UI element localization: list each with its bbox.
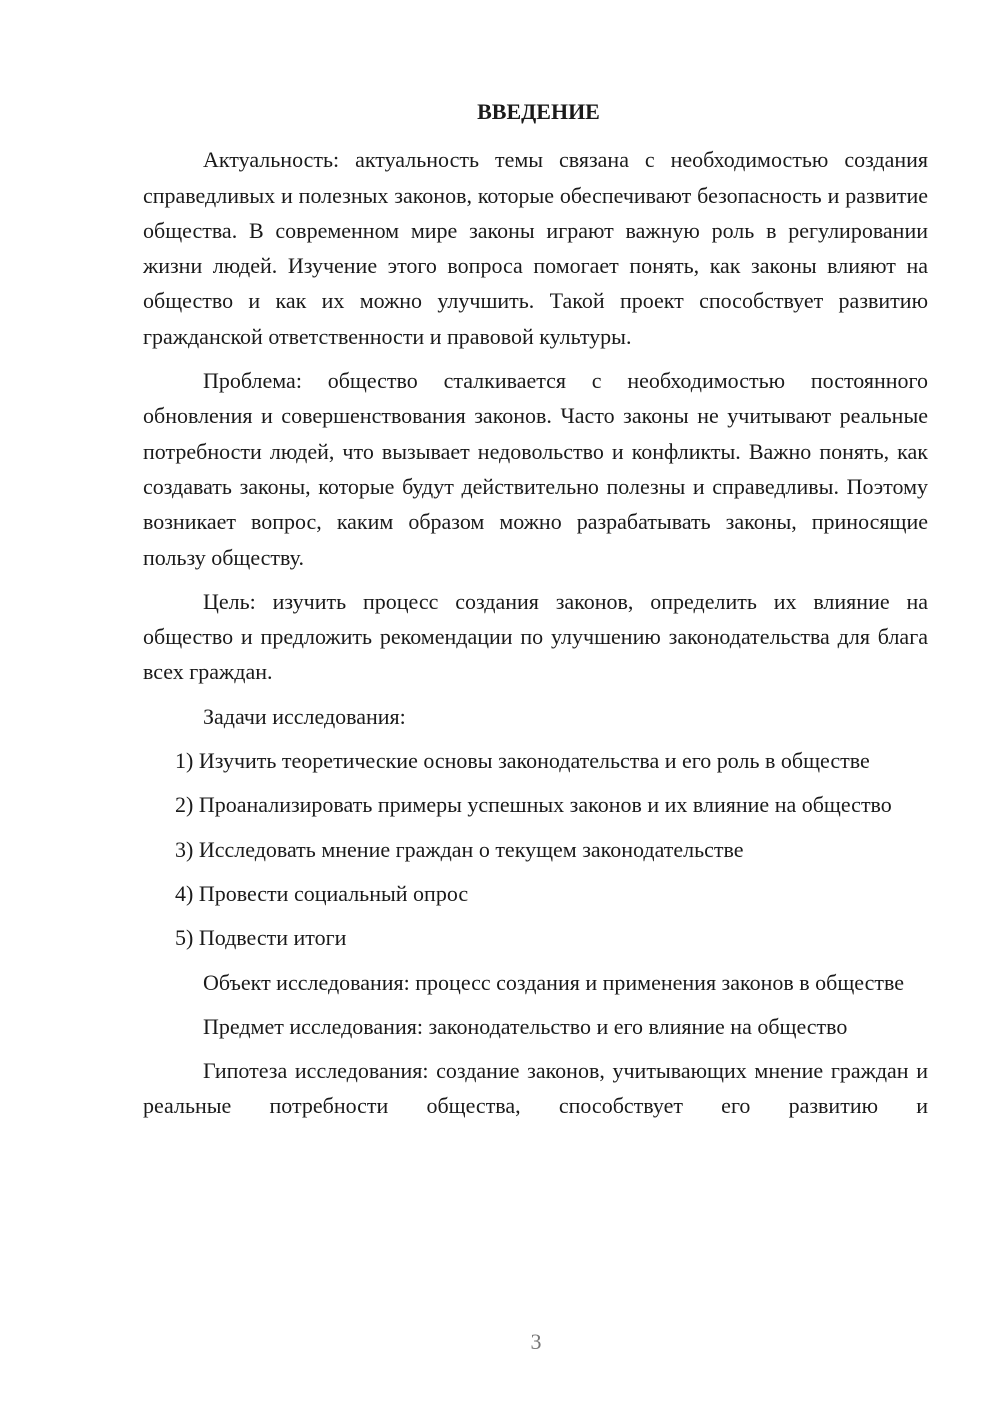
task-item: 1) Изучить теоретические основы законодательства и его роль в обществе — [175, 748, 870, 774]
paragraph-problem: Проблема: общество сталкивается с необходимостью постоянного обновления и совершенствования законов. Часто законы не учитывают реальные потребности людей, что вызывает недовольство и конфликты. Важно понять, как создавать законы, которые будут действительно полезны и справедливы. Поэтому возникает вопрос, каким образом можно разрабатывать законы, приносящие пользу обществу. — [143, 368, 928, 570]
tasks-heading: Задачи исследования: — [203, 703, 406, 729]
page-number: 3 — [530, 1329, 542, 1354]
task-item: 5) Подвести итоги — [175, 925, 347, 951]
paragraph-relevance: Актуальность: актуальность темы связана с необходимостью создания справедливых и полезных законов, которые обеспечивают безопасность и развитие общества. В современном мире законы играют важную роль в регулировании жизни людей. Изучение этого вопроса помогает понять, как законы влияют на общество и как их можно улучшить. Такой проект способствует развитию гражданской ответственности и правовой культуры. — [143, 147, 928, 349]
task-item: 2) Проанализировать примеры успешных законов и их влияние на общество — [175, 792, 892, 818]
task-item: 3) Исследовать мнение граждан о текущем законодательстве — [175, 836, 744, 862]
section-title: ВВЕДЕНИЕ — [477, 99, 600, 124]
task-item: 4) Провести социальный опрос — [175, 880, 469, 906]
paragraph-goal: Цель: изучить процесс создания законов, определить их влияние на общество и предложить рекомендации по улучшению законодательства для блага всех граждан. — [143, 588, 928, 685]
paragraph-hypothesis: Гипотеза исследования: создание законов, учитывающих мнение граждан и реальные потребности общества, способствует его развитию и — [143, 1058, 928, 1119]
paragraph-subject: Предмет исследования: законодательство и его влияние на общество — [203, 1013, 848, 1039]
page-content — [143, 94, 928, 1133]
paragraph-object: Объект исследования: процесс создания и применения законов в обществе — [203, 969, 904, 995]
